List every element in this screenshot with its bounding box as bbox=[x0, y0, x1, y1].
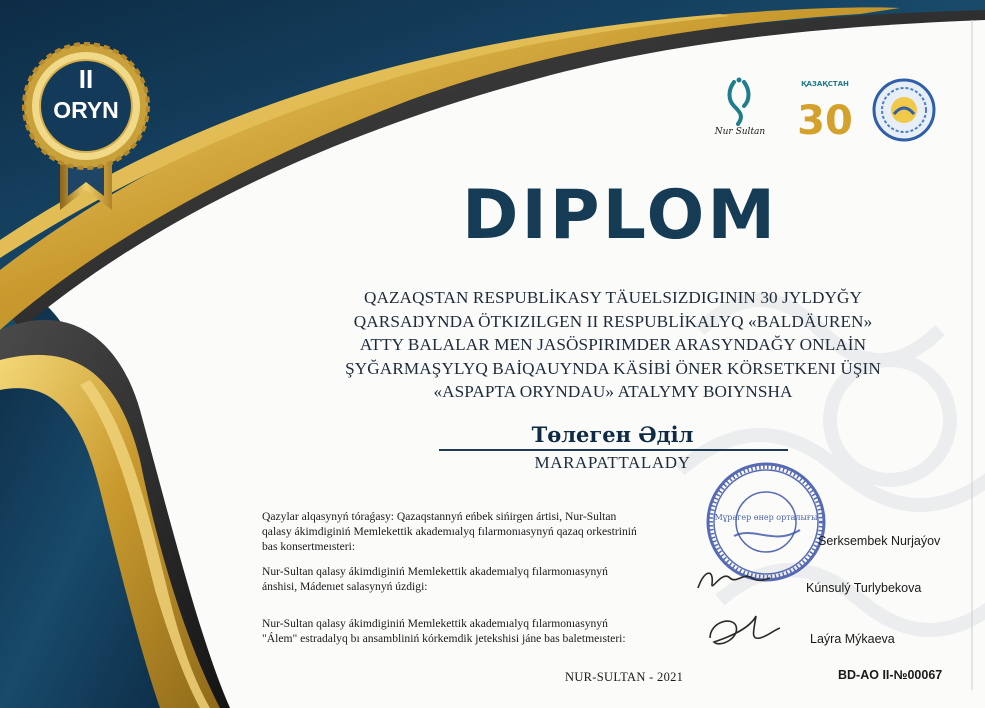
award-reason bbox=[298, 286, 928, 404]
reason-line: «ASPAPTA ORYNDAU» ATALYMY BOIYNSHA bbox=[433, 382, 793, 401]
nur-sultan-city-logo-icon bbox=[712, 76, 768, 140]
city-year: NUR-SULTAN - 2021 bbox=[565, 670, 684, 684]
logo-kz30-number: 30 bbox=[797, 98, 853, 144]
jury-line: ánshisi, Mádenıet salasynyń úzdigi: bbox=[262, 580, 428, 593]
logos-row bbox=[712, 76, 942, 142]
jury-line: Nur-Sultan qalasy ákimdiginiń Memlekettik akademıalyq fılarmonıasynyń bbox=[262, 565, 608, 578]
reason-line: QAZAQSTAN RESPUBLİKASY TÄUELSIZDIGININ 30 JYLDYĞY bbox=[363, 288, 863, 307]
jury-member-2-name: Kúnsulý Turlybekova bbox=[806, 581, 922, 595]
jury-member-3-description bbox=[262, 616, 626, 646]
medal-word: ORYN bbox=[53, 97, 119, 123]
jury-member-2-description bbox=[262, 564, 608, 594]
jury-line: qalasy ákimdiginiń Memlekettik akademıalyq fılarmonıasynyń qazaq orkestriniń bbox=[262, 525, 637, 538]
medal-label bbox=[20, 64, 152, 126]
kazakhstan-30-logo-icon bbox=[797, 78, 853, 144]
jury-line: bas konsertmeısteri: bbox=[262, 540, 356, 553]
round-emblem-logo-icon bbox=[872, 78, 936, 142]
jury-chair-description bbox=[262, 509, 637, 554]
reason-line: ŞYĞARMAŞYLYQ BAİQAUYNDA KÄSİBİ ÖNER KÖRSETKENI ÜŞIN bbox=[345, 358, 881, 378]
medal-number: II bbox=[78, 64, 94, 94]
reason-line: ATTY BALALAR MEN JASÖSPIRIMDER ARASYNDAĞY ONLAİN bbox=[359, 335, 867, 354]
winner-name: Төлеген Әділ bbox=[531, 422, 694, 447]
signature-2-icon bbox=[692, 560, 772, 596]
logo-kz30-caption: ҚАЗАҚСТАН bbox=[801, 80, 849, 88]
signature-3-icon bbox=[702, 608, 784, 654]
diploma-title: DIPLOM bbox=[462, 176, 778, 255]
awarded-text: MARAPATTALADY bbox=[534, 453, 691, 472]
jury-member-3-name: Laýra Mýkaeva bbox=[810, 632, 895, 646]
serial-number: BD-AO II-№00067 bbox=[838, 668, 943, 682]
jury-line: Qazylar alqasynyń tóraǵasy: Qazaqstannyń eńbek sińirgen ártisi, Nur-Sultan bbox=[262, 510, 617, 523]
logo-city-caption: Nur Sultan bbox=[714, 127, 766, 137]
jury-line: "Álem" estradalyq bı ansambliniń kórkemdik jetekshisi jáne bas baletmeısteri: bbox=[262, 632, 626, 645]
winner-underline bbox=[439, 449, 788, 451]
jury-line: Nur-Sultan qalasy ákimdiginiń Memlekettik akademıalyq fılarmonıasynyń bbox=[262, 617, 608, 630]
stamp-inner-text: Мұрагер өнер орталығы bbox=[714, 513, 818, 522]
reason-line: QARSAŊYNDA ÖTKIZILGEN II RESPUBLİKALYQ «BALDÄUREN» bbox=[353, 311, 873, 331]
jury-chair-name: Serksembek Nurjaýov bbox=[818, 534, 941, 548]
